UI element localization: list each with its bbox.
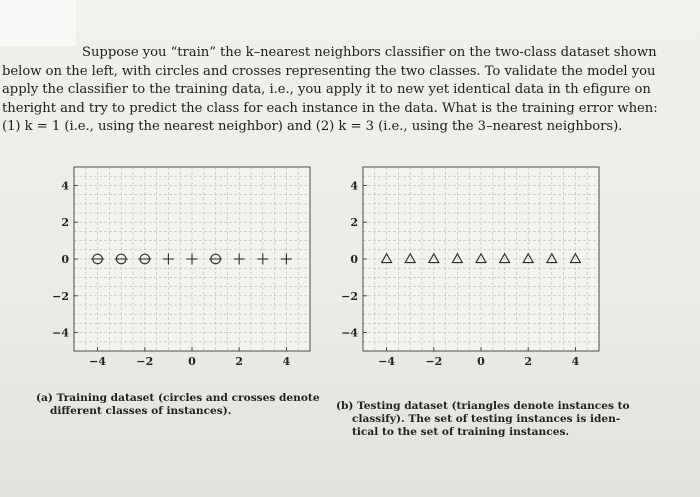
- x-tick-label: 4: [282, 355, 291, 368]
- question-line: Suppose you “train” the k–nearest neighbors classifier on the two-class dataset shown: [82, 45, 657, 60]
- training-plot: [48, 163, 314, 375]
- y-tick-label: −2: [341, 289, 358, 303]
- caption-line: tical to the set of training instances.: [352, 426, 570, 438]
- y-tick-label: −4: [341, 326, 358, 340]
- caption-line: different classes of instances).: [50, 405, 232, 417]
- question-line: apply the classifier to the training data, i.e., you apply it to new yet identical data in th efigure on: [2, 82, 651, 97]
- y-tick-label: 2: [61, 216, 69, 230]
- x-tick-label: 0: [477, 355, 485, 368]
- x-tick-label: −2: [425, 355, 443, 368]
- training-caption: [36, 392, 326, 418]
- y-tick-label: −2: [52, 289, 69, 303]
- question-line: below on the left, with circles and crosses representing the two classes. To validate the model you: [2, 63, 656, 79]
- testing-caption: [336, 400, 636, 439]
- x-tick-label: −4: [378, 355, 396, 368]
- x-tick-label: 2: [524, 355, 533, 368]
- y-tick-label: 4: [61, 179, 69, 193]
- caption-line: (a) Training dataset (circles and crosses denote: [36, 392, 320, 404]
- x-tick-label: 4: [571, 355, 580, 368]
- x-tick-label: 0: [188, 355, 196, 368]
- x-tick-label: 2: [235, 355, 244, 368]
- testing-plot-panel: [337, 163, 603, 375]
- testing-plot: [337, 163, 603, 375]
- x-tick-label: −2: [136, 355, 154, 368]
- y-tick-label: 2: [350, 216, 358, 230]
- training-plot-panel: [48, 163, 314, 375]
- question-paragraph: [2, 44, 700, 137]
- caption-line: classify). The set of testing instances is iden-: [352, 413, 621, 425]
- redacted-region: [0, 0, 76, 46]
- y-tick-label: 0: [350, 253, 358, 266]
- x-tick-label: −4: [89, 355, 107, 368]
- question-line: (1) k = 1 (i.e., using the nearest neighbor) and (2) k = 3 (i.e., using the 3–nearest neighbors).: [2, 119, 623, 134]
- caption-line: (b) Testing dataset (triangles denote instances to: [336, 400, 630, 412]
- y-tick-label: 4: [350, 179, 358, 193]
- y-tick-label: 0: [61, 253, 69, 266]
- y-tick-label: −4: [52, 326, 69, 340]
- question-line: theright and try to predict the class for each instance in the data. What is the training error when:: [2, 100, 658, 116]
